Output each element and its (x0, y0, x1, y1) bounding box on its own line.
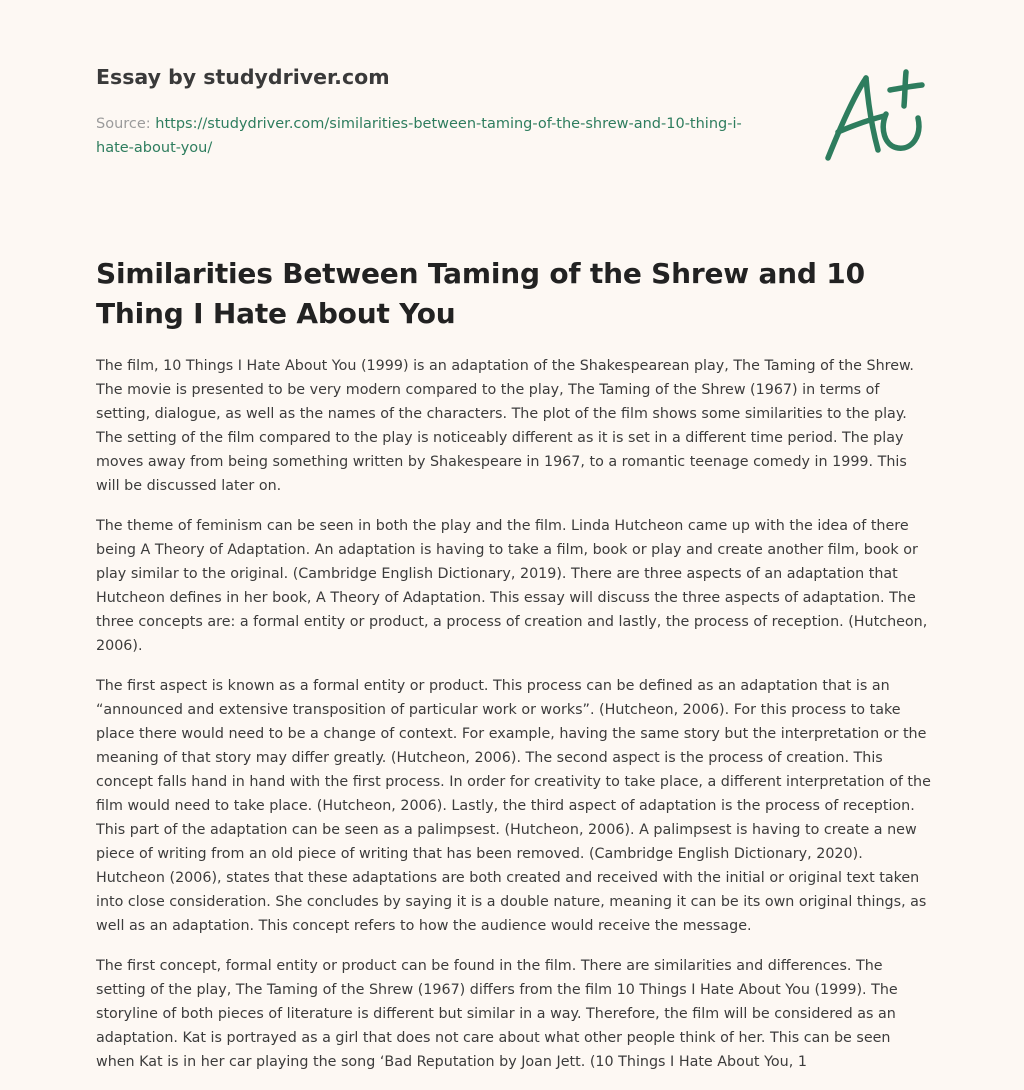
essay-paragraph: The theme of feminism can be seen in both the play and the film. Linda Hutcheon came up with the idea of there being A Theory of Adaptation. An adaptation is having to take a film, book or play and create another film, book or play similar to the original. (Cambridge English Dictionary, 2019). There are three aspects of an adaptation that Hutcheon defines in her book, A Theory of Adaptation. This essay will discuss the three aspects of adaptation. The three concepts are: a formal entity or product, a process of creation and lastly, the process of reception. (Hutcheon, 2006). (96, 518, 928, 654)
essay-paragraph: The film, 10 Things I Hate About You (1999) is an adaptation of the Shakespearean play, The Taming of the Shrew. The movie is presented to be very modern compared to the play, The Taming of the Shrew (1967) in terms of setting, dialogue, as well as the names of the characters. The plot of the film shows some similarities to the play. The setting of the film compared to the play is noticeably different as it is set in a different time period. The play moves away from being something written by Shakespeare in 1967, to a romantic teenage comedy in 1999. This will be discussed later on. (96, 358, 914, 494)
page-header (96, 62, 776, 160)
source-line (96, 112, 776, 160)
essay-paragraph: The first concept, formal entity or product can be found in the film. There are similarities and differences. The setting of the play, The Taming of the Shrew (1967) differs from the film 10 Things I Hate About You (1999). The storyline of both pieces of literature is different but similar in a way. Therefore, the film will be considered as an adaptation. Kat is portrayed as a girl that does not care about what other people think of her. This can be seen when Kat is in her car playing the song ‘Bad Reputation by Joan Jett. (10 Things I Hate About You, 1 (96, 958, 898, 1070)
essay-title: Similarities Between Taming of the Shrew and 10 Thing I Hate About You (96, 257, 865, 330)
a-plus-logo-icon (818, 66, 928, 166)
source-label: Source: (96, 116, 156, 132)
essay-body (96, 354, 932, 1090)
essay-paragraph: The first aspect is known as a formal entity or product. This process can be defined as an adaptation that is an “announced and extensive transposition of particular work or works”. (Hutcheon, 2006). For this process to take place there would need to be a change of context. For example, having the same story but the interpretation or the meaning of that story may differ greatly. (Hutcheon, 2006). The second aspect is the process of creation. This concept falls hand in hand with the first process. In order for creativity to take place, a different interpretation of the film would need to take place. (Hutcheon, 2006). Lastly, the third aspect of adaptation is the process of reception. This part of the adaptation can be seen as a palimpsest. (Hutcheon, 2006). A palimpsest is having to create a new piece of writing from an old piece of writing that has been removed. (Cambridge English Dictionary, 2020). Hutcheon (2006), states that these adaptations are both created and received with the initial or original text taken into close consideration. She concludes by saying it is a double nature, meaning it can be its own original things, as well as an adaptation. This concept refers to how the audience would receive the message. (96, 678, 931, 934)
source-link[interactable]: https://studydriver.com/similarities-between-taming-of-the-shrew-and-10-thing-i-hate-about-you/ (96, 116, 742, 156)
site-title: Essay by studydriver.com (96, 65, 390, 89)
